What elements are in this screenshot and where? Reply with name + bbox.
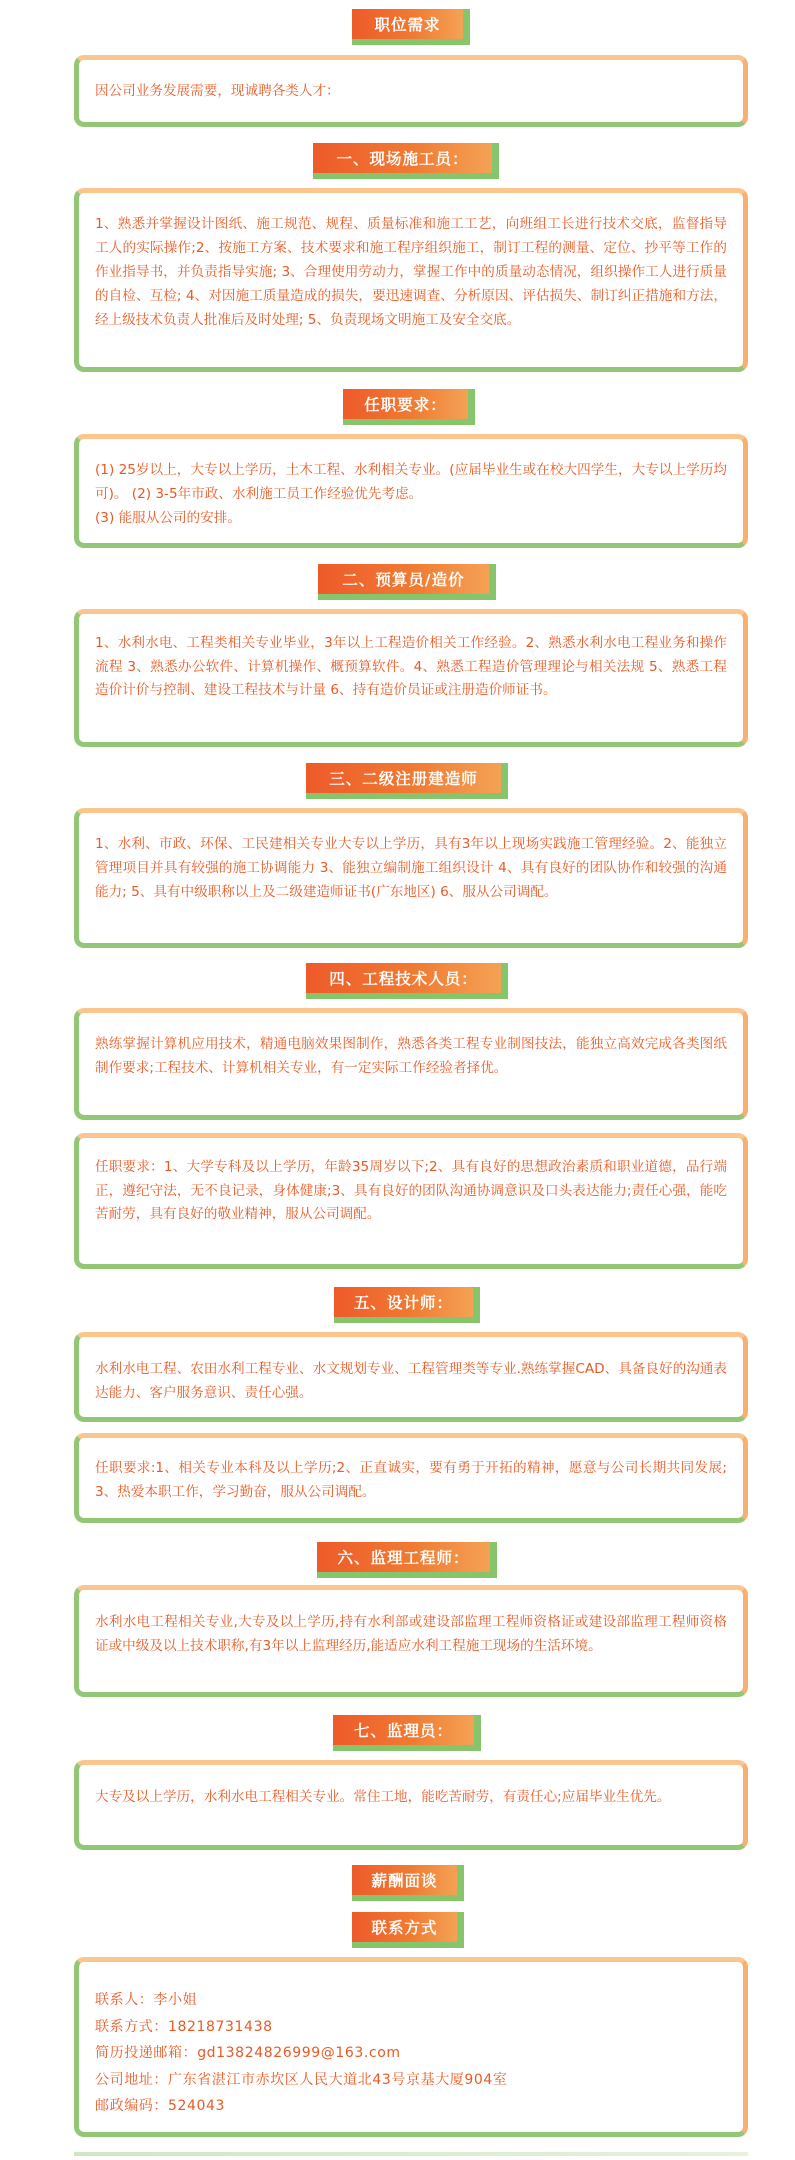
text-card-designer	[74, 1332, 748, 1422]
section-header-label: 六、监理工程师：	[317, 1542, 497, 1578]
card-text: 熟练掌握计算机应用技术，精通电脑效果图制作，熟悉各类工程专业制图技法，能独立高效完成各类图纸制作要求;工程技术、计算机相关专业，有一定实际工作经验者择优。	[95, 1036, 727, 1076]
card-text: 大专及以上学历，水利水电工程相关专业。常住工地，能吃苦耐劳，有责任心;应届毕业生优先。	[95, 1789, 671, 1805]
contact-email: 简历投递邮箱：gd13824826999@163.com	[95, 2045, 401, 2061]
card-text: 1、水利、市政、环保、工民建相关专业大专以上学历，具有3年以上现场实践施工管理经验。2、能独立管理项目并具有较强的施工协调能力 3、能独立编制施工组织设计 4、具有良好的团队协作和较强的沟通能力; 5、具有中级职称以上及二级建造师证书(广东地区) 6、服从公司调配。	[95, 836, 727, 900]
text-card-intro	[74, 55, 748, 127]
contact-address: 公司地址：广东省湛江市赤坎区人民大道北43号京基大厦904室	[95, 2071, 508, 2088]
contact-card	[74, 1957, 748, 2137]
text-card-budgeter	[74, 609, 748, 747]
text-card-engineering-tech-requirements	[74, 1133, 748, 1269]
section-header-label: 三、二级注册建造师	[306, 763, 508, 799]
card-text: (1) 25岁以上，大专以上学历，土木工程、水利相关专业。(应届毕业生或在校大四学生，大专以上学历均可)。 (2) 3-5年市政、水利施工员工作经验优先考虑。	[95, 462, 727, 502]
section-header-label: 五、设计师：	[334, 1287, 480, 1323]
text-card-job-requirements	[74, 434, 748, 548]
card-text: 水利水电工程相关专业,大专及以上学历,持有水利部或建设部监理工程师资格证或建设部监理工程师资格证或中级及以上技术职称,有3年以上监理经历,能适应水利工程施工现场的生活环境。	[95, 1614, 727, 1654]
text-card-engineering-tech	[74, 1008, 748, 1120]
card-text: 水利水电工程、农田水利工程专业、水文规划专业、工程管理类等专业.熟练掌握CAD、具备良好的沟通表达能力、客户服务意识、责任心强。	[95, 1361, 727, 1401]
contact-person: 联系人：李小姐	[95, 1992, 198, 2008]
bottom-divider	[74, 2152, 748, 2156]
card-text: 1、水利水电、工程类相关专业毕业，3年以上工程造价相关工作经验。2、熟悉水利水电工程业务和操作流程 3、熟悉办公软件、计算机操作、概预算软件。4、熟悉工程造价管理理论与相关法规 5、熟悉工程造价计价与控制、建设工程技术与计量 6、持有造价员证或注册造价师证书。	[95, 635, 727, 698]
contact-postcode: 邮政编码：524043	[95, 2098, 226, 2114]
section-header-label: 一、现场施工员：	[313, 143, 499, 179]
section-header-label: 二、预算员/造价	[318, 564, 496, 600]
section-header-label: 四、工程技术人员：	[306, 963, 508, 999]
card-text: 任职要求:1、相关专业本科及以上学历;2、正直诚实，要有勇于开拓的精神，愿意与公司长期共同发展;3、热爱本职工作，学习勤奋，服从公司调配。	[95, 1460, 727, 1500]
section-header-label: 七、监理员：	[333, 1715, 481, 1751]
card-text: 1、熟悉并掌握设计图纸、施工规范、规程、质量标准和施工工艺，向班组工长进行技术交底，监督指导工人的实际操作;2、按施工方案、技术要求和施工程序组织施工，制订工程的测量、定位、抄平等工作的作业指导书，并负责指导实施; 3、合理使用劳动力，掌握工作中的质量动态情况，组织操作工人进行质量的自检、互检; 4、对因施工质量造成的损失，要迅速调查、分析原因、评估损失、制订纠正措施和方法，经上级技术负责人批准后及时处理; 5、负责现场文明施工及安全交底。	[95, 216, 727, 328]
section-header-label: 薪酬面谈	[352, 1865, 464, 1901]
card-text: (3) 能服从公司的安排。	[95, 510, 241, 526]
section-header-label: 任职要求：	[343, 389, 475, 425]
text-card-supervisor	[74, 1760, 748, 1850]
text-card-registered-constructor	[74, 808, 748, 948]
contact-phone: 联系方式：18218731438	[95, 2018, 273, 2035]
text-card-site-construction	[74, 188, 748, 372]
section-header-label: 职位需求	[352, 9, 470, 45]
text-card-supervision-engineer	[74, 1585, 748, 1697]
text-card-designer-requirements	[74, 1433, 748, 1523]
section-header-label: 联系方式	[352, 1912, 464, 1948]
card-text: 因公司业务发展需要，现诚聘各类人才：	[95, 83, 340, 99]
card-text: 任职要求：1、大学专科及以上学历，年龄35周岁以下;2、具有良好的思想政治素质和职业道德，品行端正，遵纪守法，无不良记录，身体健康;3、具有良好的团队沟通协调意识及口头表达能力;责任心强，能吃苦耐劳，具有良好的敬业精神，服从公司调配。	[95, 1159, 727, 1222]
